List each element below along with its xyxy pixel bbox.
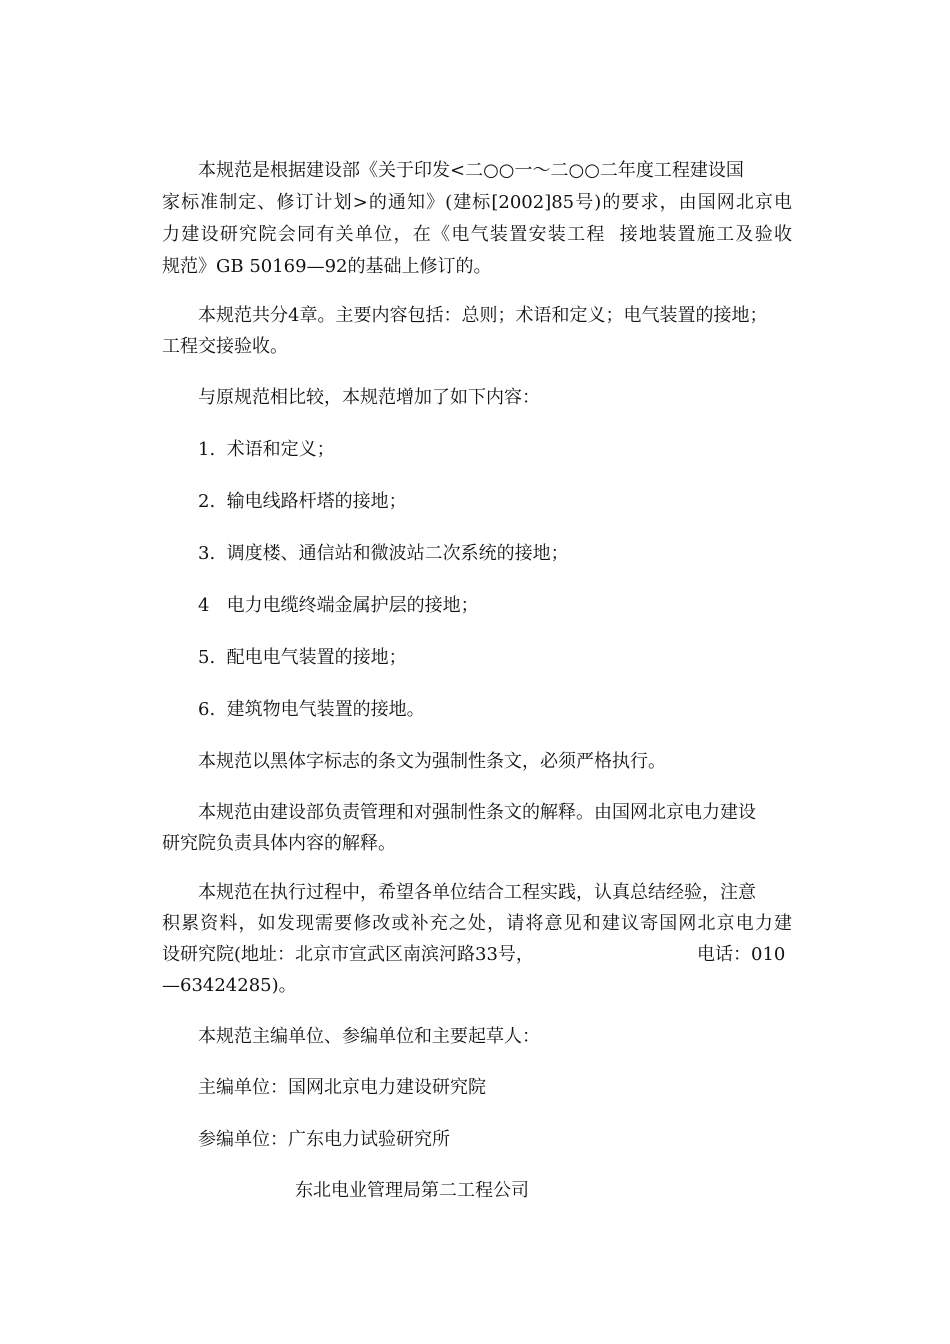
participating-unit: 参编单位：广东电力试验研究所	[198, 1129, 450, 1150]
list-item: 2. 输电线路杆塔的接地；	[198, 491, 407, 512]
paragraph-additions-intro: 与原规范相比较，本规范增加了如下内容：	[198, 387, 540, 408]
paragraph-intro-line-2: 家标准制定、修订计划>的通知》(建标[2002]85号)的要求，由国网北京电	[162, 192, 792, 213]
list-item: 6. 建筑物电气装置的接地。	[198, 699, 425, 720]
paragraph-management-line-2: 研究院负责具体内容的解释。	[162, 833, 396, 854]
paragraph-feedback-line-4: —63424285)。	[162, 975, 297, 996]
paragraph-feedback-phone: 电话：010	[697, 944, 786, 965]
list-item: 1. 术语和定义；	[198, 439, 335, 460]
paragraph-intro-line-4: 规范》GB 50169—92的基础上修订的。	[162, 256, 492, 277]
paragraph-intro-line-3: 力建设研究院会同有关单位，在《电气装置安装工程 接地装置施工及验收	[162, 224, 792, 245]
paragraph-units-intro: 本规范主编单位、参编单位和主要起草人：	[198, 1026, 540, 1047]
paragraph-chapters-line-2: 工程交接验收。	[162, 336, 288, 357]
paragraph-feedback-line-1: 本规范在执行过程中，希望各单位结合工程实践，认真总结经验，注意	[198, 882, 756, 903]
paragraph-mandatory: 本规范以黑体字标志的条文为强制性条文，必须严格执行。	[198, 751, 666, 772]
list-item: 5. 配电电气装置的接地；	[198, 647, 407, 668]
paragraph-feedback-line-2: 积累资料，如发现需要修改或补充之处，请将意见和建议寄国网北京电力建	[162, 913, 792, 934]
list-item: 3. 调度楼、通信站和微波站二次系统的接地；	[198, 543, 569, 564]
paragraph-management-line-1: 本规范由建设部负责管理和对强制性条文的解释。由国网北京电力建设	[198, 802, 756, 823]
list-item: 4 电力电缆终端金属护层的接地；	[198, 595, 479, 616]
chief-unit: 主编单位：国网北京电力建设研究院	[198, 1077, 486, 1098]
participating-unit-2: 东北电业管理局第二工程公司	[295, 1180, 529, 1201]
paragraph-feedback-address: 设研究院(地址：北京市宣武区南滨河路33号，	[162, 944, 534, 965]
paragraph-intro-line-1: 本规范是根据建设部《关于印发<二○○一～二○○二年度工程建设国	[198, 160, 744, 181]
paragraph-chapters-line-1: 本规范共分4章。主要内容包括：总则；术语和定义；电气装置的接地；	[198, 305, 768, 326]
